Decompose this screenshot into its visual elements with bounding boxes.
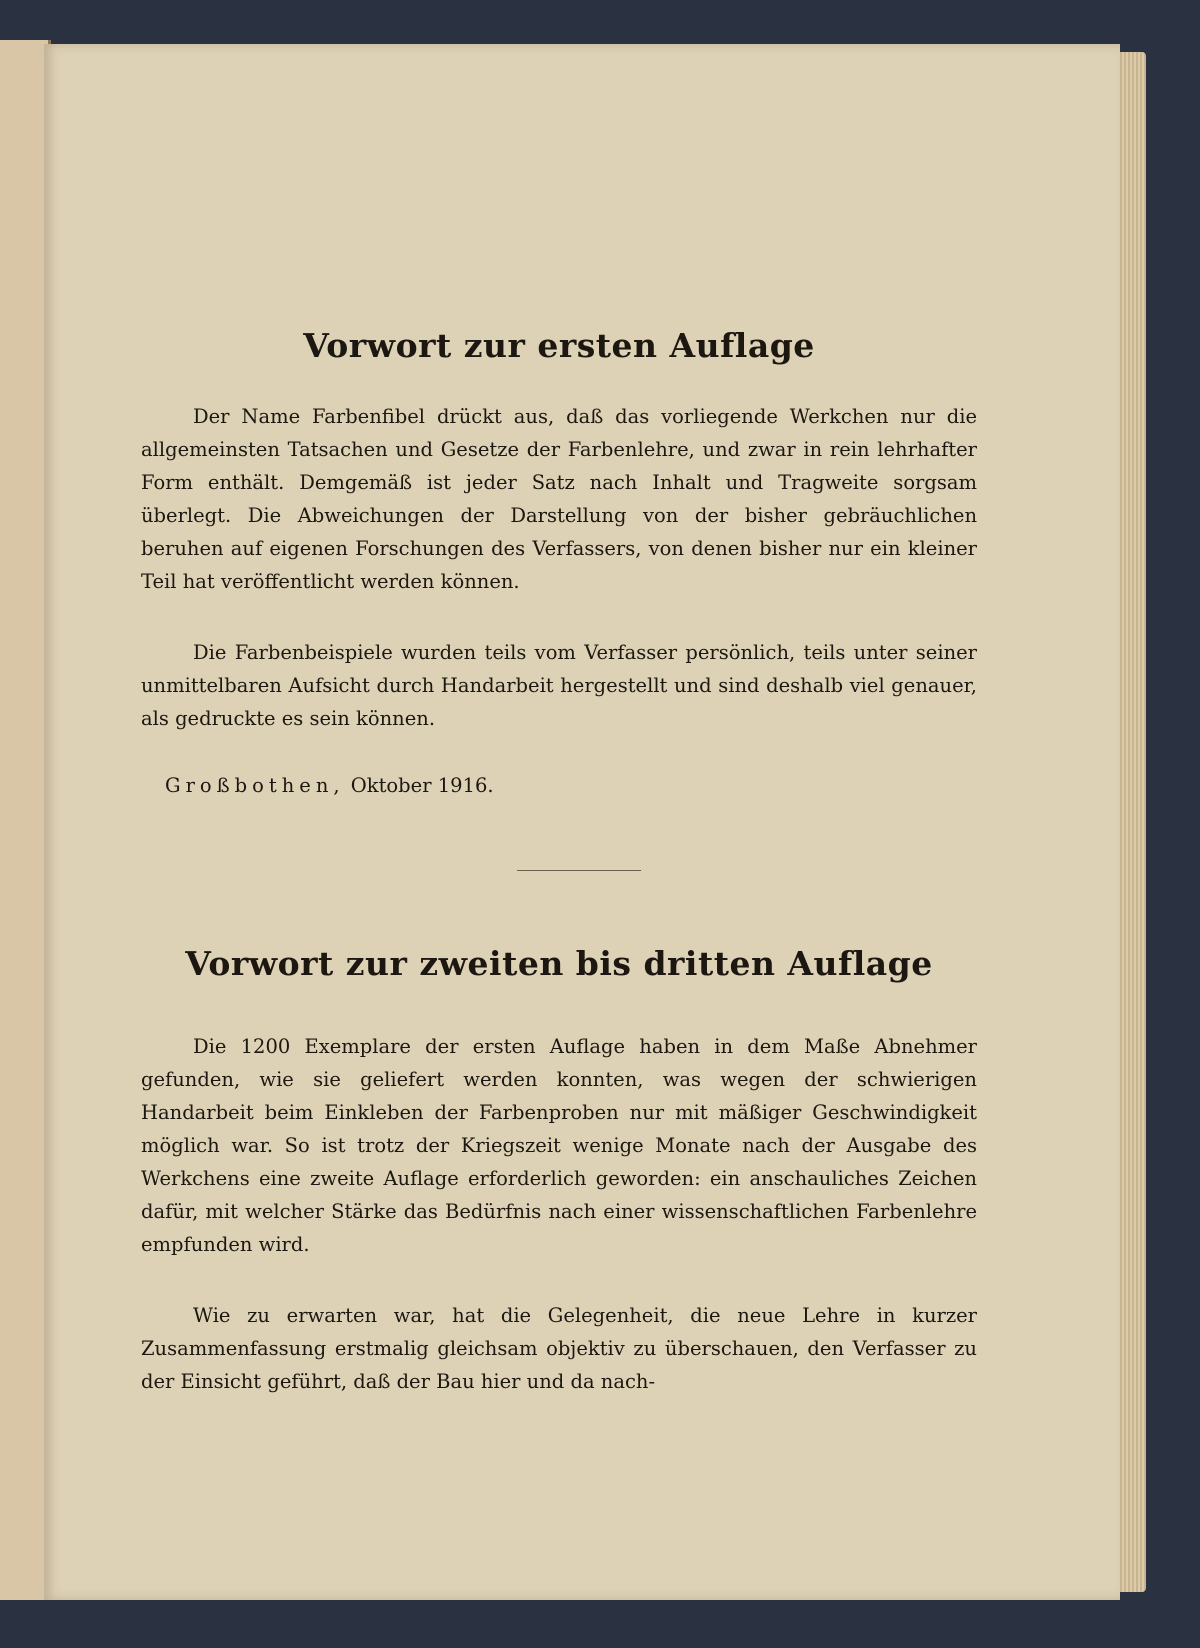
section-divider: [517, 870, 641, 871]
preface-second-title: Vorwort zur zweiten bis dritten Auflage: [185, 944, 933, 983]
signature-line: [165, 774, 494, 797]
signature-place: Großbothen,: [165, 774, 345, 797]
book-page: [44, 44, 1120, 1600]
signature-date: Oktober 1916.: [350, 774, 494, 797]
page-content: [141, 44, 977, 1600]
preface-first-paragraph-1: Der Name Farbenfibel drückt aus, daß das vorliegende Werkchen nur die allgemeinsten Tatsachen und Gesetze der Farbenlehre, und zwar in rein lehrhafter Form enthält. Demgemäß ist jeder Satz nach Inhalt und Tragweite sorgsam überlegt. Die Abweichungen der Darstellung von der bisher gebräuchlichen beruhen auf eigenen Forschungen des Verfassers, von denen bisher nur ein kleiner Teil hat veröffentlicht werden können.: [141, 405, 977, 593]
preface-first-paragraph-2: Die Farbenbeispiele wurden teils vom Verfasser persönlich, teils unter seiner unmittelbaren Aufsicht durch Handarbeit hergestellt und sind deshalb viel genauer, als gedruckte es sein können.: [141, 641, 977, 730]
preface-first-title: Vorwort zur ersten Auflage: [303, 326, 815, 365]
preface-second-paragraph-1: Die 1200 Exemplare der ersten Auflage haben in dem Maße Abnehmer gefunden, wie sie geliefert werden konnten, was wegen der schwierigen Handarbeit beim Einkleben der Farbenproben nur mit mäßiger Geschwindigkeit möglich war. So ist trotz der Kriegszeit wenige Monate nach der Ausgabe des Werkchens eine zweite Auflage erforderlich geworden: ein anschauliches Zeichen dafür, mit welcher Stärke das Bedürfnis nach einer wissenschaftlichen Farbenlehre empfunden wird.: [141, 1035, 977, 1256]
preface-second-paragraph-2: Wie zu erwarten war, hat die Gelegenheit, die neue Lehre in kurzer Zusammenfassung erstmalig gleichsam objektiv zu überschauen, den Verfasser zu der Einsicht geführt, daß der Bau hier und da nach-: [141, 1304, 977, 1393]
